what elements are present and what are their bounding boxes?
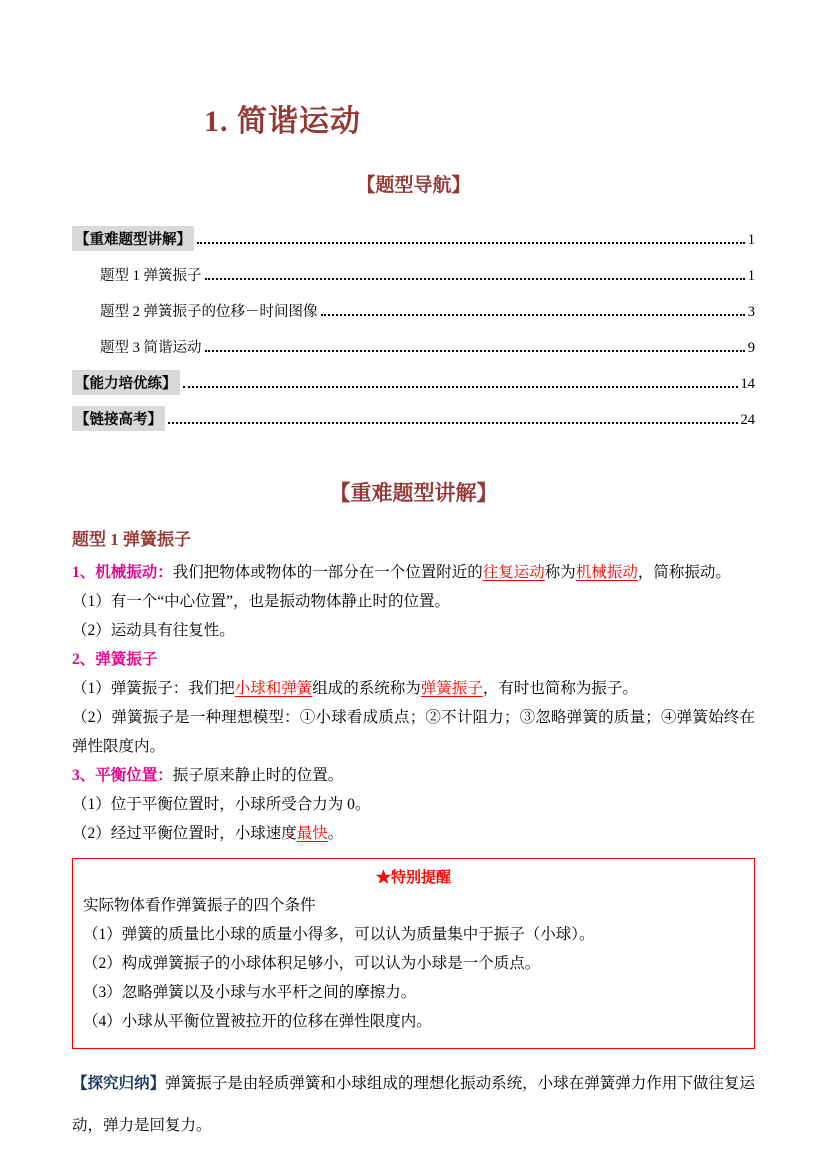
toc-entry-topic-2[interactable] bbox=[72, 287, 755, 323]
toc-entry-topic-1[interactable] bbox=[72, 251, 755, 287]
table-of-contents bbox=[72, 215, 755, 431]
reminder-condition-3: （3）忽略弹簧以及小球与水平杆之间的摩擦力。 bbox=[83, 984, 417, 1001]
text-segment: 振子原来静止时的位置。 bbox=[172, 767, 344, 784]
paragraph-spring-oscillator-definition bbox=[72, 674, 755, 703]
dot-leader bbox=[183, 386, 738, 388]
paragraph-equilibrium-position bbox=[72, 761, 755, 790]
paragraph-max-speed bbox=[72, 819, 755, 848]
reminder-condition-2: （2）构成弹簧振子的小球体积足够小，可以认为小球是一个质点。 bbox=[83, 955, 541, 972]
toc-heading: 【题型导航】 bbox=[356, 175, 471, 196]
toc-entry-label[interactable]: 题型 1 弹簧振子 bbox=[100, 268, 202, 284]
toc-entry-label[interactable]: 题型 2 弹簧振子的位移－时间图像 bbox=[100, 304, 318, 320]
text-segment: 。 bbox=[327, 825, 344, 842]
special-reminder-title: ★特别提醒 bbox=[375, 870, 451, 886]
highlight-term-reciprocating-motion: 往复运动 bbox=[482, 564, 545, 581]
dot-leader bbox=[205, 350, 745, 352]
toc-page-number: 1 bbox=[747, 232, 755, 248]
text-segment: 称为 bbox=[544, 564, 576, 581]
toc-entry-section-explain[interactable] bbox=[72, 215, 755, 251]
topic-1-content bbox=[72, 558, 755, 848]
toc-page-number: 3 bbox=[747, 304, 755, 320]
highlight-term-fastest: 最快 bbox=[296, 825, 328, 842]
text-segment: 组成的系统称为 bbox=[312, 680, 421, 697]
dot-leader bbox=[168, 422, 738, 424]
toc-entry-label[interactable]: 题型 3 简谐运动 bbox=[100, 340, 202, 356]
text-segment: （1）弹簧振子：我们把 bbox=[72, 680, 235, 697]
reminder-condition-4: （4）小球从平衡位置被拉开的位移在弹性限度内。 bbox=[83, 1013, 432, 1030]
paragraph-spring-oscillator-heading bbox=[72, 645, 755, 674]
toc-page-number: 24 bbox=[740, 412, 755, 428]
toc-entry-topic-3[interactable] bbox=[72, 323, 755, 359]
highlight-term-ball-and-spring: 小球和弹簧 bbox=[234, 680, 313, 697]
document-title: 1. 简谐运动 bbox=[204, 105, 361, 138]
text-segment: 弹簧振子是由轻质弹簧和小球组成的理想化振动系统，小球在弹簧弹力作用下做往复运动，弹力是回复力。 bbox=[72, 1075, 755, 1134]
toc-entry-label[interactable]: 【重难题型讲解】 bbox=[72, 226, 194, 251]
text-segment: （2）经过平衡位置时，小球速度 bbox=[72, 825, 297, 842]
topic-1-heading: 题型 1 弹簧振子 bbox=[72, 530, 191, 549]
text-segment: ，简称振动。 bbox=[637, 564, 731, 581]
toc-entry-label[interactable]: 【链接高考】 bbox=[72, 406, 165, 431]
term-equilibrium-position-lead: 3、平衡位置： bbox=[72, 767, 173, 784]
dot-leader bbox=[197, 242, 745, 244]
toc-page-number: 9 bbox=[747, 340, 755, 356]
term-mechanical-vibration-lead: 1、机械振动： bbox=[72, 564, 173, 581]
highlight-term-mechanical-vibration: 机械振动 bbox=[575, 564, 638, 581]
special-reminder-box bbox=[72, 858, 755, 1049]
toc-entry-ability-practice[interactable] bbox=[72, 359, 755, 395]
toc-page-number: 1 bbox=[747, 268, 755, 284]
paragraph-mechanical-vibration bbox=[72, 558, 755, 587]
term-spring-oscillator-lead: 2、弹簧振子 bbox=[72, 651, 158, 668]
reminder-condition-1: （1）弹簧的质量比小球的质量小得多，可以认为质量集中于振子（小球）。 bbox=[83, 926, 595, 943]
reminder-intro-line: 实际物体看作弹簧振子的四个条件 bbox=[83, 897, 316, 914]
text-segment: ，有时也简称为振子。 bbox=[482, 680, 638, 697]
toc-entry-gaokao-link[interactable] bbox=[72, 395, 755, 431]
toc-entry-label[interactable]: 【能力培优练】 bbox=[72, 370, 180, 395]
toc-page-number: 14 bbox=[740, 376, 755, 392]
text-segment: 我们把物体或物体的一部分在一个位置附近的 bbox=[172, 564, 483, 581]
paragraph-reciprocity: （2）运动具有往复性。 bbox=[72, 622, 235, 639]
dot-leader bbox=[321, 314, 745, 316]
section-heading-explain: 【重难题型讲解】 bbox=[329, 481, 498, 505]
paragraph-ideal-model: （2）弹簧振子是一种理想模型：①小球看成质点；②不计阻力；③忽略弹簧的质量；④弹簧始终在弹性限度内。 bbox=[72, 709, 755, 755]
paragraph-center-position: （1）有一个“中心位置”，也是振动物体静止时的位置。 bbox=[72, 593, 451, 610]
paragraph-zero-net-force: （1）位于平衡位置时，小球所受合力为 0。 bbox=[72, 796, 371, 813]
highlight-term-spring-oscillator: 弹簧振子 bbox=[420, 680, 483, 697]
dot-leader bbox=[205, 278, 745, 280]
exploration-summary bbox=[72, 1063, 755, 1147]
exploration-summary-lead: 【探究归纳】 bbox=[72, 1075, 166, 1092]
